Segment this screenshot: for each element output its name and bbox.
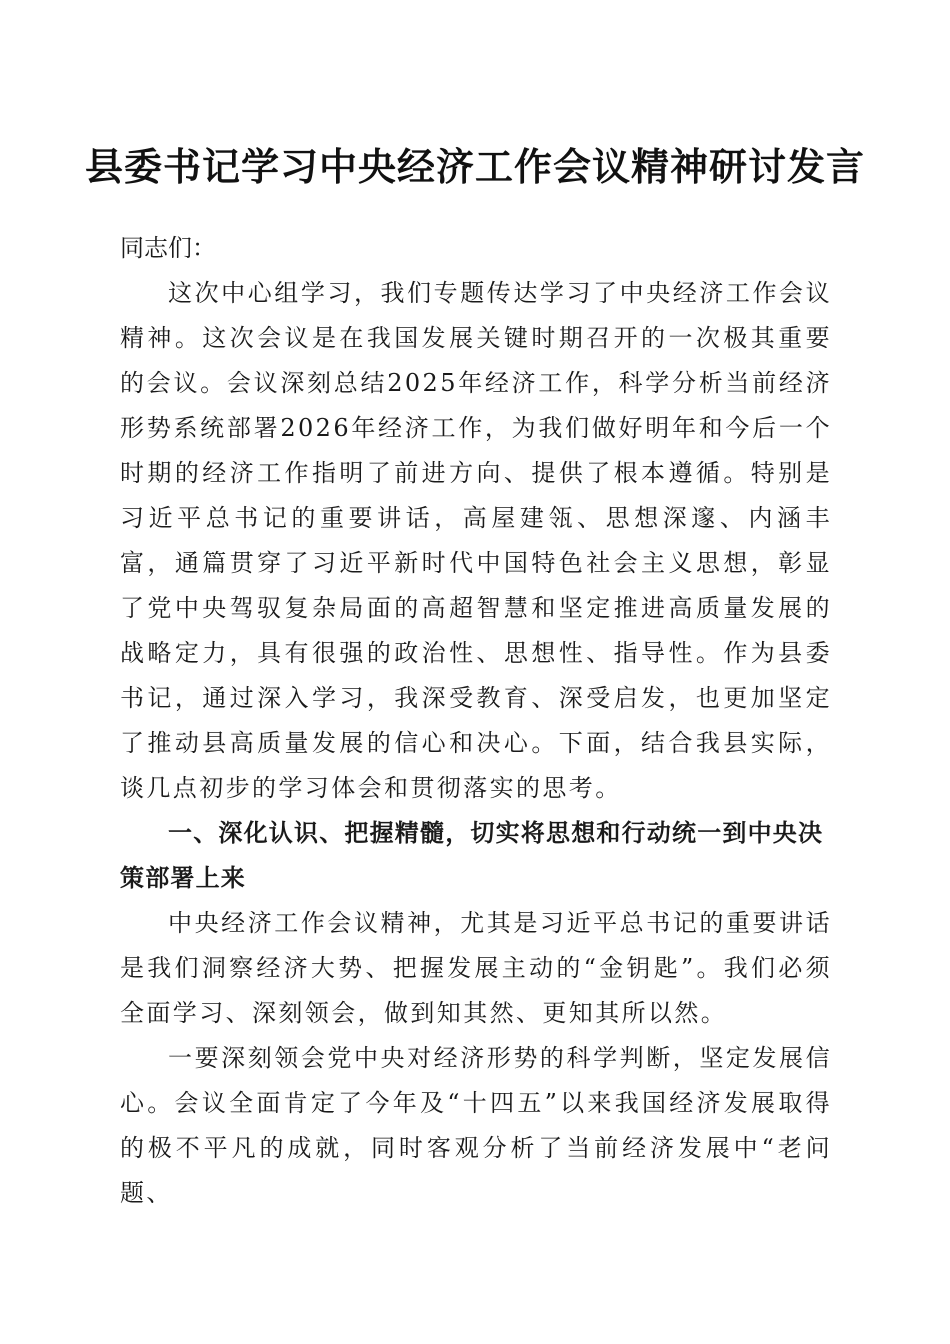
document-title: 县委书记学习中央经济工作会议精神研讨发言: [84, 145, 865, 189]
document-body: [120, 226, 832, 1216]
salutation: 同志们：: [120, 234, 216, 262]
section-heading-1: 一、深化认识、把握精髓，切实将思想和行动统一到中央决策部署上来: [120, 819, 824, 892]
paragraph-section-1-point-1: 一要深刻领会党中央对经济形势的科学判断，坚定发展信心。会议全面肯定了今年及“十四五”以来我国经济发展取得的极不平凡的成就，同时客观分析了当前经济发展中“老问题、: [120, 1044, 832, 1207]
paragraph-section-1-intro: 中央经济工作会议精神，尤其是习近平总书记的重要讲话是我们洞察经济大势、把握发展主动的“金钥匙”。我们必须全面学习、深刻领会，做到知其然、更知其所以然。: [120, 909, 832, 1027]
paragraph-intro: 这次中心组学习，我们专题传达学习了中央经济工作会议精神。这次会议是在我国发展关键时期召开的一次极其重要的会议。会议深刻总结2025年经济工作，科学分析当前经济形势系统部署2026年经济工作，为我们做好明年和今后一个时期的经济工作指明了前进方向、提供了根本遵循。特别是习近平总书记的重要讲话，高屋建瓴、思想深邃、内涵丰富，通篇贯穿了习近平新时代中国特色社会主义思想，彰显了党中央驾驭复杂局面的高超智慧和坚定推进高质量发展的战略定力，具有很强的政治性、思想性、指导性。作为县委书记，通过深入学习，我深受教育、深受启发，也更加坚定了推动县高质量发展的信心和决心。下面，结合我县实际，谈几点初步的学习体会和贯彻落实的思考。: [120, 279, 832, 802]
